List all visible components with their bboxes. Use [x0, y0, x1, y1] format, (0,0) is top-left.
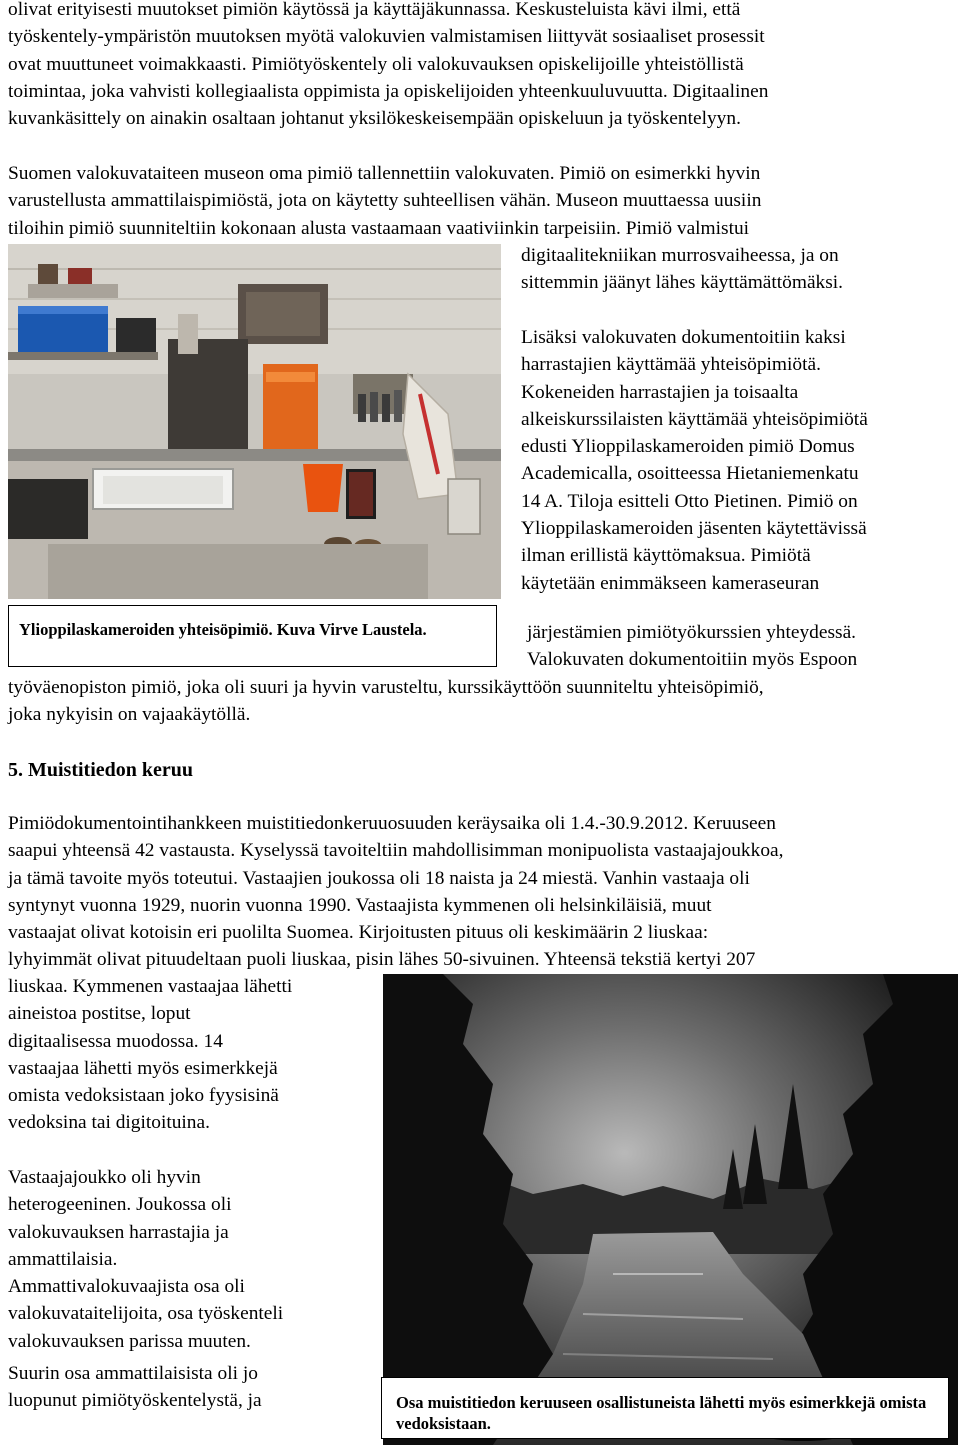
photo-caption-box — [8, 605, 497, 667]
text-line: edusti Ylioppilaskameroiden pimiö Domus — [521, 436, 855, 458]
photo-caption: Ylioppilaskameroiden yhteisöpimiö. Kuva Virve Laustela. — [19, 620, 427, 639]
text-line: aineistoa postitse, loput — [8, 1003, 191, 1025]
text-line: Kokeneiden harrastajien ja toisaalta — [521, 381, 799, 403]
museum-paragraph — [8, 160, 948, 242]
text-line: järjestämien pimiötyökurssien yhteydessä. — [527, 622, 857, 643]
section-heading: 5. Muistitiedon keruu — [8, 759, 194, 781]
photo-caption-box — [381, 1377, 949, 1439]
text-line: tiloihin pimiö suunniteltiin kokonaan alusta vastaamaan vaativiinkin tarpeisiin. Pimiö valmistui — [8, 217, 750, 239]
text-line: lyhyimmät olivat pituudeltaan puoli liuskaa, pisin lähes 50-sivuinen. Yhteensä tekstiä kertyi 207 — [8, 949, 756, 971]
text-line: saapui yhteensä 42 vastausta. Kyselyssä tavoiteltiin mahdollisimman monipuolista vastaajajoukkoa, — [8, 840, 784, 862]
photo-caption: Osa muistitiedon keruuseen osallistuneista lähetti myös esimerkkejä omista vedoksistaan. — [396, 1393, 927, 1433]
text-line: ovat muuttuneet voimakkaasti. Pimiötyöskentely oli valokuvauksen opiskelijoille yhteistöllistä — [8, 53, 744, 75]
text-line: Vastaajajoukko oli hyvin — [8, 1167, 201, 1188]
darkroom-photo — [8, 244, 501, 599]
section5-left-column-2 — [8, 1164, 378, 1355]
text-line: sittemmin jäänyt lähes käyttämättömäksi. — [521, 272, 844, 294]
hobby-paragraph-right-2 — [527, 619, 947, 674]
text-line: joka nykyisin on vajaakäytöllä. — [8, 704, 251, 726]
text-line: harrastajien käyttämää yhteisöpimiötä. — [521, 354, 821, 376]
text-line: digitaalitekniikan murrosvaiheessa, ja on — [521, 245, 839, 266]
text-line: kuvankäsittely on ainakin osaltaan johtanut yksilökeskeisempään opiskeluun ja työskentelyyn. — [8, 108, 741, 130]
text-line: käytetään enimmäkseen kameraseuran — [521, 572, 820, 594]
intro-paragraph — [8, 0, 932, 132]
text-line: vedoksina tai digitoituina. — [8, 1112, 210, 1134]
text-line: liuskaa. Kymmenen vastaajaa lähetti — [8, 976, 293, 997]
section5-left-column — [8, 973, 378, 1137]
text-line: Suomen valokuvataiteen museon oma pimiö tallennettiin valokuvaten. Pimiö on esimerkki hyvin — [8, 163, 761, 184]
text-line: Lisäksi valokuvaten dokumentoitiin kaksi — [521, 327, 846, 348]
text-line: ja tämä tavoite myös toteutui. Vastaajien joukossa oli 18 naista ja 24 miestä. Vanhin vastaaja oli — [8, 867, 750, 889]
text-line: Valokuvaten dokumentoitiin myös Espoon — [527, 649, 858, 671]
text-line: ammattilaisia. — [8, 1248, 118, 1270]
forest-river-photo — [383, 974, 958, 1445]
text-line: valokuvauksen harrastajia ja — [8, 1221, 229, 1243]
text-line: työväenopiston pimiö, joka oli suuri ja hyvin varusteltu, kurssikäyttöön suunniteltu yhteisöpimiö, — [8, 677, 764, 698]
text-line: vastaajaa lähetti myös esimerkkejä — [8, 1057, 278, 1079]
text-line: omista vedoksistaan joko fyysisinä — [8, 1085, 279, 1107]
text-line: ilman erillistä käyttömaksua. Pimiötä — [521, 545, 811, 567]
text-line: Suurin osa ammattilaisista oli jo — [8, 1363, 258, 1384]
text-line: valokuvauksen parissa muuten. — [8, 1330, 251, 1352]
text-line: luopunut pimiötyöskentelystä, ja — [8, 1390, 262, 1412]
text-line: Pimiödokumentointihankkeen muistitiedonkeruuosuuden keräysaika oli 1.4.-30.9.2012. Keruuseen — [8, 813, 776, 834]
hobby-paragraph-right — [521, 324, 941, 597]
text-line: alkeiskurssilaisten käyttämää yhteisöpimiötä — [521, 408, 868, 430]
text-line: heterogeeninen. Joukossa oli — [8, 1194, 232, 1216]
museum-paragraph-right — [521, 242, 941, 297]
section5-left-column-3 — [8, 1360, 378, 1415]
text-line: vastaajat olivat kotoisin eri puolilta Suomea. Kirjoitusten pituus oli keskimäärin 2 liuskaa: — [8, 922, 709, 944]
text-line: Academicalla, osoitteessa Hietaniemenkatu — [521, 463, 859, 485]
text-line: toimintaa, joka vahvisti kollegiaalista oppimista ja opiskelijoiden yhteenkuuluvuutta. Digitaalinen — [8, 80, 769, 102]
hobby-paragraph-full — [8, 674, 948, 729]
section5-paragraph — [8, 810, 953, 974]
text-line: työskentely-ympäristön muutoksen myötä valokuvien valmistamisen liittyvät sosiaaliset prosessit — [8, 26, 765, 48]
text-line: digitaalisessa muodossa. 14 — [8, 1030, 223, 1052]
text-line: Ammattivalokuvaajista osa oli — [8, 1276, 245, 1298]
text-line: 14 A. Tiloja esitteli Otto Pietinen. Pimiö on — [521, 490, 858, 512]
text-line: valokuvataitelijoita, osa työskenteli — [8, 1303, 284, 1325]
text-line: olivat erityisesti muutokset pimiön käytössä ja käyttäjäkunnassa. Keskusteluista kävi ilmi, että — [8, 0, 741, 20]
text-line: varustellusta ammattilaispimiöstä, jota on käytetty suhteellisen vähän. Museon muuttaessa uusiin — [8, 190, 762, 212]
text-line: syntynyt vuonna 1929, nuorin vuonna 1990. Vastaajista kymmenen oli helsinkiläisiä, muut — [8, 894, 712, 916]
text-line: Ylioppilaskameroiden jäsenten käytettävissä — [521, 518, 867, 540]
